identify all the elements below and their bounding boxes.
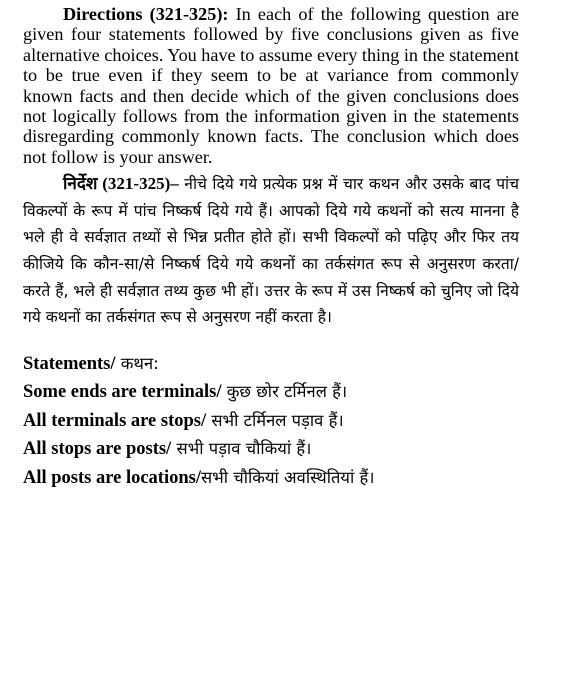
statements-heading-en: Statements/ bbox=[23, 353, 116, 374]
statement-1 bbox=[23, 378, 519, 407]
statement-4-hi: सभी चौकियां अवस्थितियां हैं। bbox=[200, 467, 375, 487]
directions-english-lead: Directions (321-325): bbox=[63, 4, 229, 24]
directions-english bbox=[23, 4, 519, 167]
statement-1-en: Some ends are terminals/ bbox=[23, 382, 222, 403]
statement-3-hi: सभी पड़ाव चौकियां हैं। bbox=[171, 439, 312, 459]
statement-2-en: All terminals are stops/ bbox=[23, 410, 207, 431]
statements-block bbox=[23, 350, 519, 493]
statement-3-en: All stops are posts/ bbox=[23, 439, 172, 460]
directions-hindi-body: नीचे दिये गये प्रत्येक प्रश्न में चार कथन और उसके बाद पांच विकल्पों के रूप में पांच निष्कर्ष दिये गये हैं। आपको दिये गये कथनों को सत्य मानना है भले ही वे सर्वज्ञात तथ्यों से भिन्न प्रतीत होते हों। सभी विकल्पों को पढ़िए और फिर तय कीजिये कि कौन-सा/से निष्कर्ष दिये गये कथनों का तर्कसंगत रूप से अनुसरण करता/करते हैं, भले ही सर्वज्ञात तथ्य कुछ भी हों। उत्तर के रूप में उस निष्कर्ष को चुनिए जो दिये गये कथनों का तर्कसंगत रूप से अनुसरण नहीं करता है। bbox=[23, 175, 519, 327]
statements-heading-hi: कथन: bbox=[115, 353, 159, 373]
statement-2-hi: सभी टर्मिनल पड़ाव हैं। bbox=[206, 410, 344, 430]
statement-3 bbox=[23, 435, 519, 464]
statement-4-en: All posts are locations/ bbox=[23, 467, 201, 488]
directions-english-body: In each of the following question are given four statements followed by five conclusions given as five alternative choices. You have to assume every thing in the statement to be true even if they seem to be at variance from commonly known facts and then decide which of the given conclusions does not logically follows from the information given in the statements disregarding commonly known facts. The conclusion which does not follow is your answer. bbox=[23, 4, 520, 167]
statement-2 bbox=[23, 407, 519, 436]
statements-heading bbox=[23, 350, 519, 379]
directions-hindi bbox=[23, 171, 519, 331]
statement-1-hi: कुछ छोर टर्मिनल हैं। bbox=[221, 382, 348, 402]
question-page bbox=[23, 4, 519, 492]
statement-4 bbox=[23, 464, 493, 493]
directions-hindi-lead: निर्देश (321-325)– bbox=[63, 174, 179, 194]
